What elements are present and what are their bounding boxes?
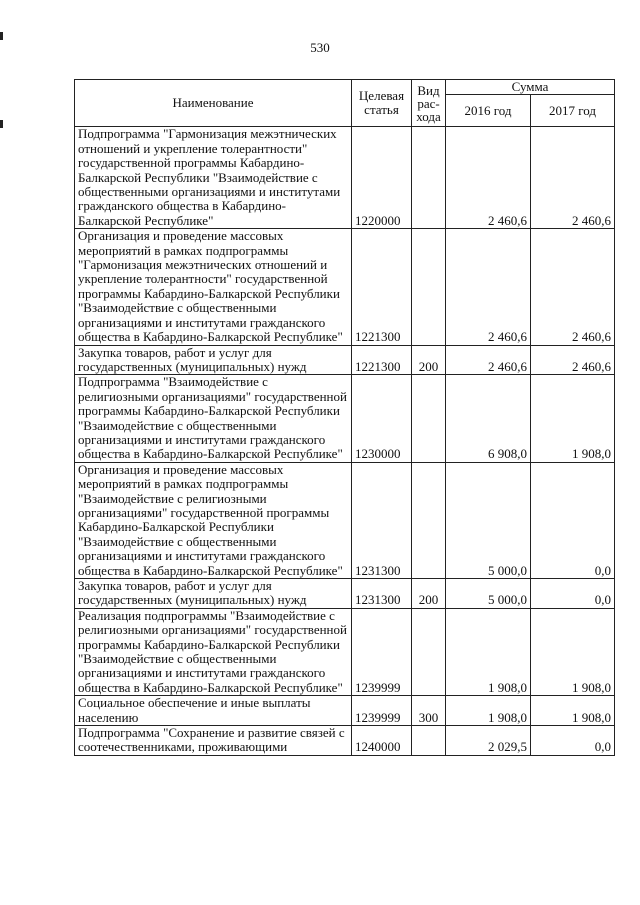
row-code: 1239999: [352, 696, 412, 726]
table-row: [75, 608, 615, 695]
row-type: [412, 462, 446, 578]
row-name: Реализация подпрограммы "Взаимодействие с религиозными организациями" государственной программы Кабардино-Балкарской Республики "Взаимодействие с общественными организациями и институтами гражданского общества в Кабардино-Балкарской Республике": [75, 608, 352, 695]
row-type: [412, 608, 446, 695]
row-code: 1220000: [352, 127, 412, 229]
header-name: Наименование: [75, 80, 352, 127]
header-expense-type: Вид рас- хода: [412, 80, 446, 127]
row-type: [412, 127, 446, 229]
row-type: 200: [412, 579, 446, 609]
row-amount-2017: 0,0: [531, 726, 615, 756]
row-name: Закупка товаров, работ и услуг для государственных (муниципальных) нужд: [75, 579, 352, 609]
row-amount-2016: 1 908,0: [446, 696, 531, 726]
table-row: [75, 345, 615, 375]
row-code: 1240000: [352, 726, 412, 756]
row-amount-2017: 2 460,6: [531, 345, 615, 375]
table-row: [75, 726, 615, 756]
table-row: [75, 696, 615, 726]
header-target-article: Целевая статья: [352, 80, 412, 127]
table-row: [75, 127, 615, 229]
row-code: 1239999: [352, 608, 412, 695]
row-code: 1230000: [352, 375, 412, 462]
row-amount-2017: 0,0: [531, 579, 615, 609]
row-amount-2017: 2 460,6: [531, 229, 615, 345]
row-code: 1221300: [352, 345, 412, 375]
row-type: 300: [412, 696, 446, 726]
table-row: [75, 229, 615, 345]
row-name: Подпрограмма "Гармонизация межэтнических отношений и укрепление толерантности" государственной программы Кабардино-Балкарской Республики "Взаимодействие с общественными организациями и институтами гражданского общества в Кабардино-Балкарской Республике": [75, 127, 352, 229]
row-code: 1231300: [352, 462, 412, 578]
row-amount-2016: 6 908,0: [446, 375, 531, 462]
row-name: Подпрограмма "Сохранение и развитие связей с соотечественниками, проживающими: [75, 726, 352, 756]
row-code: 1221300: [352, 229, 412, 345]
table-row: [75, 462, 615, 578]
row-code: 1231300: [352, 579, 412, 609]
header-sum: Сумма: [446, 80, 615, 95]
row-amount-2017: 1 908,0: [531, 375, 615, 462]
row-type: [412, 375, 446, 462]
row-amount-2016: 5 000,0: [446, 462, 531, 578]
table-row: [75, 375, 615, 462]
budget-table: [74, 79, 615, 756]
row-name: Организация и проведение массовых мероприятий в рамках подпрограммы "Гармонизация межэтнических отношений и укрепление толерантности" государственной программы Кабардино-Балкарской Республики "Взаимодействие с общественными организациями и институтами гражданского общества в Кабардино-Балкарской Республике": [75, 229, 352, 345]
row-amount-2016: 2 029,5: [446, 726, 531, 756]
row-amount-2017: 1 908,0: [531, 608, 615, 695]
row-amount-2016: 1 908,0: [446, 608, 531, 695]
table-row: [75, 579, 615, 609]
row-amount-2016: 2 460,6: [446, 127, 531, 229]
row-name: Закупка товаров, работ и услуг для государственных (муниципальных) нужд: [75, 345, 352, 375]
row-type: [412, 229, 446, 345]
scan-mark: [0, 120, 3, 128]
row-amount-2017: 0,0: [531, 462, 615, 578]
header-year-2017: 2017 год: [531, 95, 615, 127]
row-amount-2016: 2 460,6: [446, 229, 531, 345]
row-name: Подпрограмма "Взаимодействие с религиозными организациями" государственной программы Кабардино-Балкарской Республики "Взаимодействие с общественными организациями и институтами гражданского общества в Кабардино-Балкарской Республике": [75, 375, 352, 462]
row-type: [412, 726, 446, 756]
row-name: Организация и проведение массовых мероприятий в рамках подпрограммы "Взаимодействие с религиозными организациями" государственной программы Кабардино-Балкарской Республики "Взаимодействие с общественными организациями и институтами гражданского общества в Кабардино-Балкарской Республике": [75, 462, 352, 578]
page-number: 530: [310, 40, 330, 55]
row-name: Социальное обеспечение и иные выплаты населению: [75, 696, 352, 726]
row-amount-2016: 5 000,0: [446, 579, 531, 609]
scan-mark: [0, 32, 3, 40]
row-amount-2017: 2 460,6: [531, 127, 615, 229]
row-amount-2017: 1 908,0: [531, 696, 615, 726]
header-year-2016: 2016 год: [446, 95, 531, 127]
row-amount-2016: 2 460,6: [446, 345, 531, 375]
row-type: 200: [412, 345, 446, 375]
